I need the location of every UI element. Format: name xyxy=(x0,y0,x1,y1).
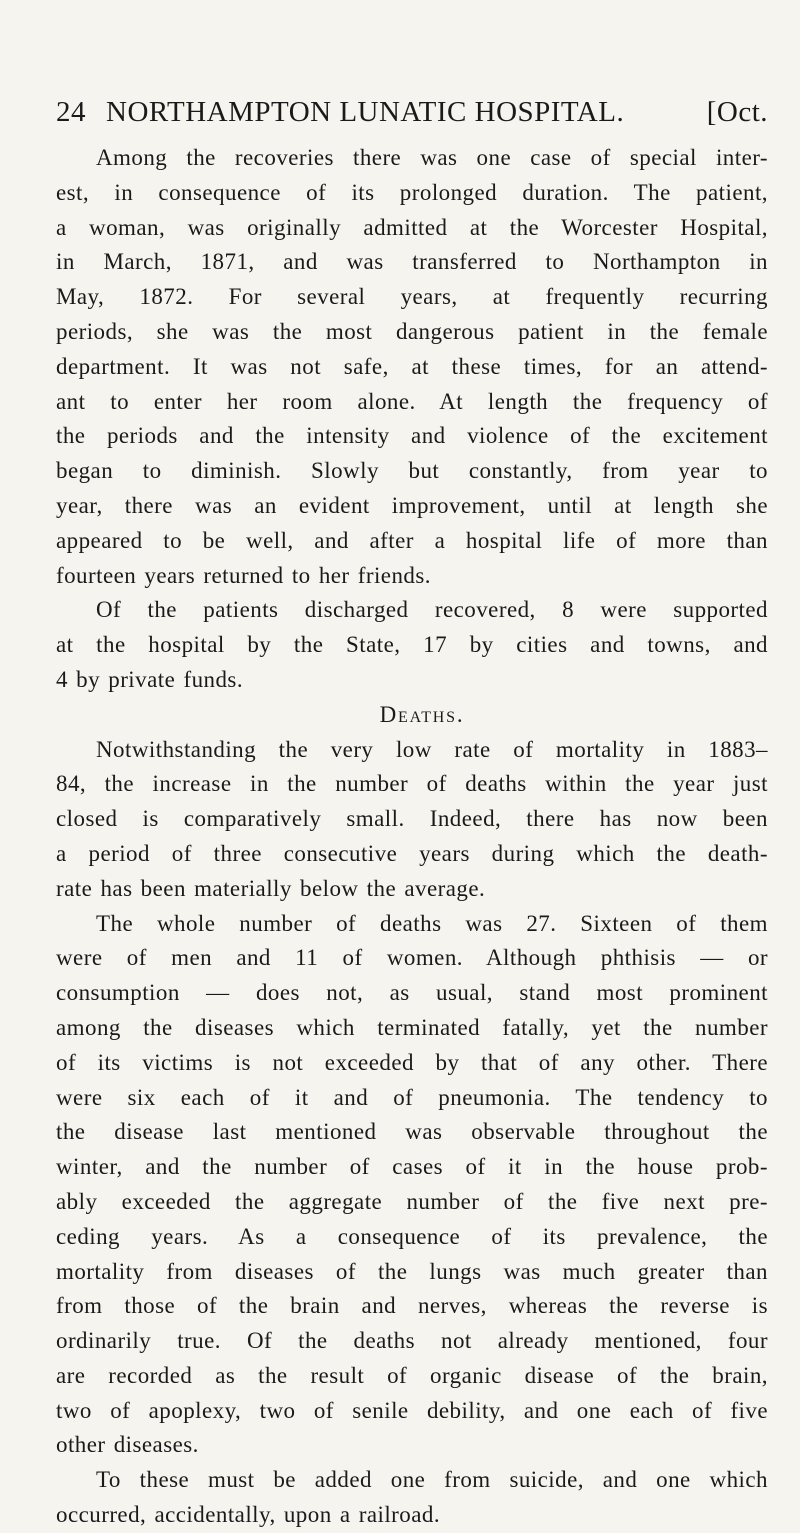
text-line: To these must be added one from suicide, and one which xyxy=(96,1467,768,1493)
text-line: from those of the brain and nerves, whereas the reverse is xyxy=(56,1293,768,1319)
text-line: 4 by private funds. xyxy=(56,666,244,692)
text-line: periods, she was the most dangerous patient in the female xyxy=(56,318,768,344)
text-line: were of men and 11 of women. Although phthisis — or xyxy=(56,945,768,971)
text-line: two of apoplexy, two of senile debility, and one each of five xyxy=(56,1397,768,1423)
text-line: year, there was an evident improvement, until at length she xyxy=(56,492,768,518)
text-line: Among the recoveries there was one case of special inter- xyxy=(96,145,768,170)
text-line: ably exceeded the aggregate number of the five next pre- xyxy=(56,1188,768,1214)
text-line: fourteen years returned to her friends. xyxy=(56,562,431,588)
text-line: closed is comparatively small. Indeed, there has now been xyxy=(56,806,768,832)
text-line: other diseases. xyxy=(56,1432,199,1458)
running-title: NORTHAMPTON LUNATIC HOSPITAL. xyxy=(106,96,625,128)
text-line: rate has been materially below the average. xyxy=(56,875,486,901)
text-line: began to diminish. Slowly but constantly, from year to xyxy=(56,458,768,484)
text-line: est, in consequence of its prolonged duration. The patient, xyxy=(56,179,768,205)
text-line: consumption — does not, as usual, stand most prominent xyxy=(56,980,768,1006)
text-line: in March, 1871, and was transferred to Northampton in xyxy=(56,249,768,275)
body-text xyxy=(56,141,768,1533)
running-header xyxy=(56,96,768,129)
text-line: were six each of it and of pneumonia. The tendency to xyxy=(56,1084,768,1110)
text-line: department. It was not safe, at these times, for an attend- xyxy=(56,353,768,379)
section-heading: Deaths. xyxy=(379,701,465,727)
page-number: 24 xyxy=(56,96,86,128)
text-line: a woman, was originally admitted at the Worcester Hospital, xyxy=(56,214,768,240)
text-line: the periods and the intensity and violence of the excitement xyxy=(56,423,768,449)
text-line: winter, and the number of cases of it in the house prob- xyxy=(56,1154,768,1180)
text-line: at the hospital by the State, 17 by cities and towns, and xyxy=(56,632,768,658)
text-line: among the diseases which terminated fatally, yet the number xyxy=(56,1014,768,1040)
text-line: are recorded as the result of organic disease of the brain, xyxy=(56,1362,768,1388)
running-date: [Oct. xyxy=(706,96,768,128)
text-line: Notwithstanding the very low rate of mortality in 1883– xyxy=(96,736,768,762)
text-line: ceding years. As a consequence of its prevalence, the xyxy=(56,1223,768,1249)
text-line: the disease last mentioned was observable throughout the xyxy=(56,1119,768,1145)
text-line: mortality from diseases of the lungs was much greater than xyxy=(56,1258,768,1284)
text-line: May, 1872. For several years, at frequently recurring xyxy=(56,284,768,310)
text-line: of its victims is not exceeded by that of any other. There xyxy=(56,1049,768,1075)
text-line: ant to enter her room alone. At length the frequency of xyxy=(56,388,768,414)
text-line: Of the patients discharged recovered, 8 were supported xyxy=(96,597,768,623)
text-line: a period of three consecutive years during which the death- xyxy=(56,840,768,866)
text-line: occurred, accidentally, upon a railroad. xyxy=(56,1502,441,1528)
text-line: ordinarily true. Of the deaths not already mentioned, four xyxy=(56,1328,768,1354)
text-line: appeared to be well, and after a hospital life of more than xyxy=(56,527,768,553)
text-line: 84, the increase in the number of deaths within the year just xyxy=(56,771,768,797)
text-line: The whole number of deaths was 27. Sixteen of them xyxy=(96,910,768,936)
